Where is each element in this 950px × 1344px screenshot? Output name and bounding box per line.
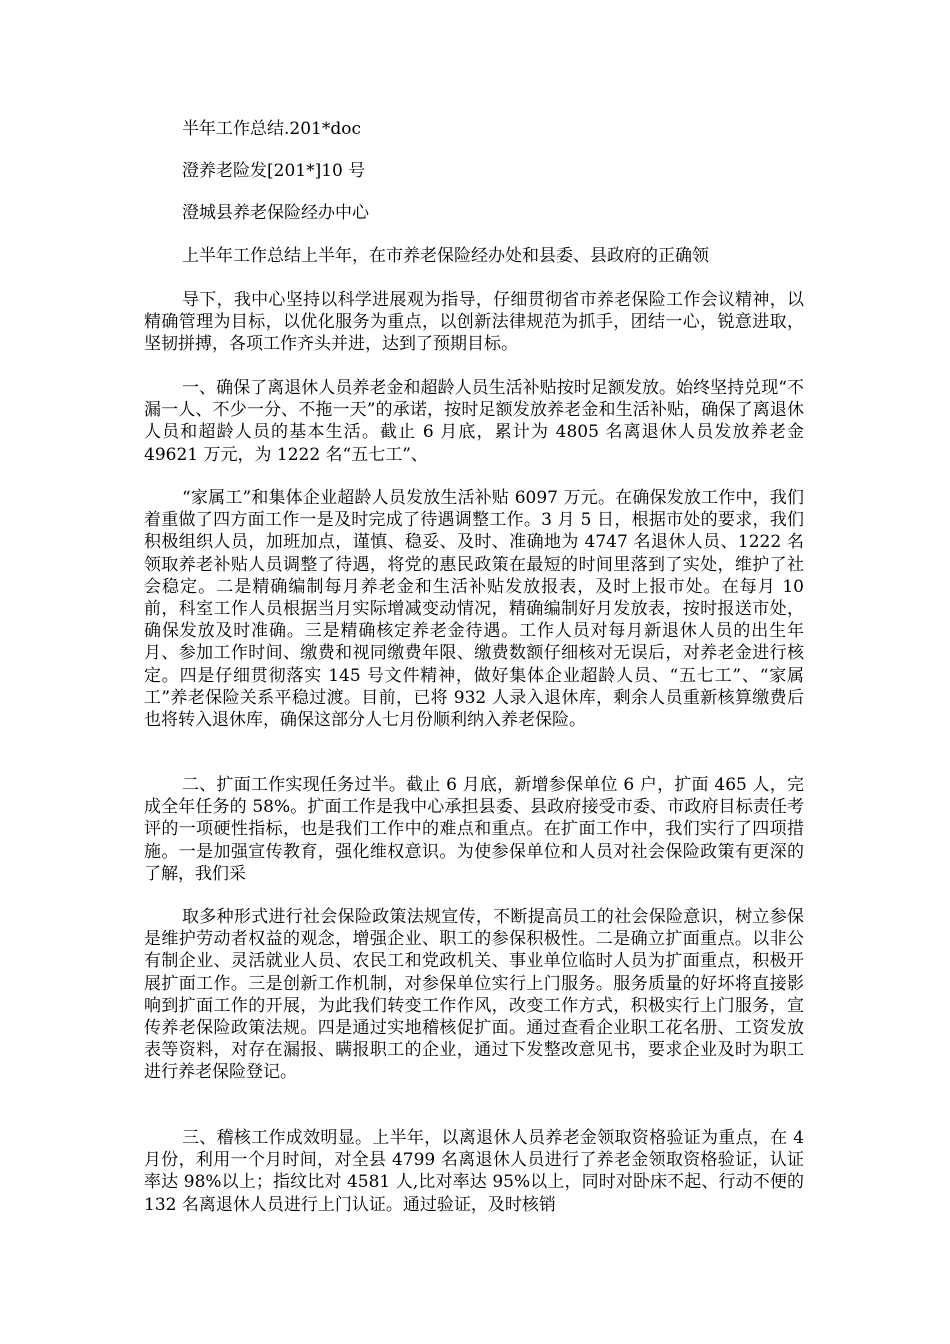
- intro-paragraph: 导下，我中心坚持以科学进展观为指导，仔细贯彻省市养老保险工作会议精神，以精确管理为目标，以优化服务为重点，以创新法律规范为抓手，团结一心，锐意进取，坚韧拼搏，各项工作齐头并进，达到了预期目标。: [144, 290, 804, 355]
- section-two-continued-paragraph: 取多种形式进行社会保险政策法规宣传，不断提高员工的社会保险意识，树立参保是维护劳动者权益的观念，增强企业、职工的参保积极性。二是确立扩面重点。以非公有制企业、灵活就业人员、农民工和党政机关、事业单位临时人员为扩面重点，积极开展扩面工作。三是创新工作机制，对参保单位实行上门服务。服务质量的好坏将直接影响到扩面工作的开展，为此我们转变工作作风，改变工作方式，积极实行上门服务，宣传养老保险政策法规。四是通过实地稽核促扩面。通过查看企业职工花名册、工资发放表等资料，对存在漏报、瞒报职工的企业，通过下发整改意见书，要求企业及时为职工进行养老保险登记。: [144, 907, 804, 1083]
- issuing-organization: 澄城县养老保险经办中心: [182, 203, 369, 223]
- section-one-paragraph: 一、确保了离退休人员养老金和超龄人员生活补贴按时足额发放。始终坚持兑现“不漏一人、不少一分、不拖一天”的承诺，按时足额发放养老金和生活补贴，确保了离退休人员和超龄人员的基本生活。截止 6 月底，累计为 4805 名离退休人员发放养老金 49621 万元，为 1222 名“五七工”、: [144, 378, 804, 465]
- document-filename: 半年工作总结.201*doc: [182, 119, 361, 139]
- section-two-paragraph: 二、扩面工作实现任务过半。截止 6 月底，新增参保单位 6 户，扩面 465 人，完成全年任务的 58%。扩面工作是我中心承担县委、县政府接受市委、市政府目标责任考评的一项硬性指标，也是我们工作中的难点和重点。在扩面工作中，我们实行了四项措施。一是加强宣传教育，强化维权意识。为使参保单位和人员对社会保险政策有更深的了解，我们采: [144, 775, 804, 884]
- document-number: 澄养老险发[201*]10 号: [182, 161, 366, 181]
- section-three-paragraph: 三、稽核工作成效明显。上半年，以离退休人员养老金领取资格验证为重点，在 4 月份，利用一个月时间，对全县 4799 名离退休人员进行了养老金领取资格验证，认证率达 98%以上；指纹比对 4581 人,比对率达 95%以上，同时对卧床不起、行动不便的 132 名离退休人员进行上门认证。通过验证，及时核销: [144, 1128, 804, 1215]
- section-one-continued-paragraph: “家属工”和集体企业超龄人员发放生活补贴 6097 万元。在确保发放工作中，我们着重做了四方面工作一是及时完成了待遇调整工作。3 月 5 日，根据市处的要求，我们积极组织人员，加班加点，谨慎、稳妥、及时、准确地为 4747 名退休人员、1222 名领取养老补贴人员调整了待遇，将党的惠民政策在最短的时间里落到了实处，维护了社会稳定。二是精确编制每月养老金和生活补贴发放报表，及时上报市处。在每月 10 前，科室工作人员根据当月实际增减变动情况，精确编制好月发放表，按时报送市处，确保发放及时准确。三是精确核定养老金待遇。工作人员对每月新退休人员的出生年月、参加工作时间、缴费和视同缴费年限、缴费数额仔细核对无误后，对养老金进行核定。四是仔细贯彻落实 145 号文件精神，做好集体企业超龄人员、“五七工”、“家属工”养老保险关系平稳过渡。目前，已将 932 人录入退休库，剩余人员重新核算缴费后也将转入退休库，确保这部分人七月份顺利纳入养老保险。: [144, 488, 804, 731]
- summary-title-line: 上半年工作总结上半年，在市养老保险经办处和县委、县政府的正确领: [182, 246, 709, 266]
